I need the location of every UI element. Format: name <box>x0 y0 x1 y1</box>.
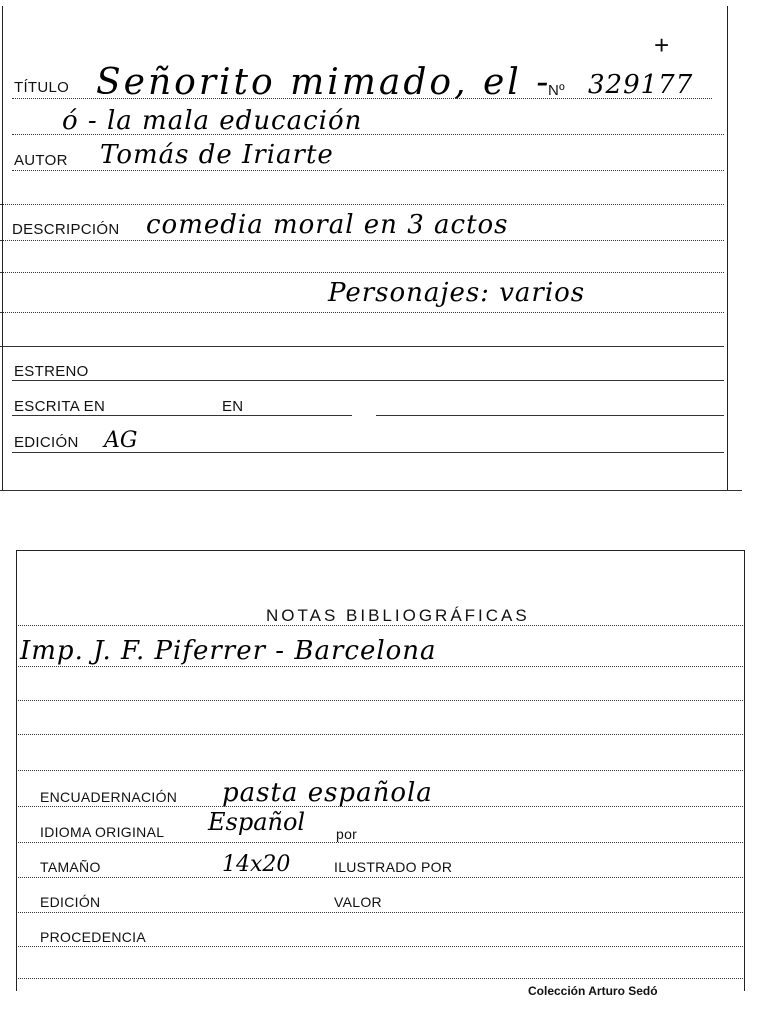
blank-rule-3 <box>0 346 724 347</box>
notas-rule-4 <box>18 770 743 771</box>
notas-rule-1 <box>18 666 743 667</box>
notas-rule-2 <box>18 700 743 701</box>
edicion-rule-top <box>12 452 724 453</box>
escrita-en-label: ESCRITA EN <box>14 398 106 415</box>
descripcion-label: DESCRIPCIÓN <box>12 221 120 238</box>
personajes-value: Personajes: varios <box>328 278 586 308</box>
procedencia-rule <box>18 946 743 947</box>
encuadernacion-value: pasta española <box>222 778 433 808</box>
notas-heading: NOTAS BIBLIOGRÁFICAS <box>266 606 530 625</box>
descripcion-value: comedia moral en 3 actos <box>146 210 509 240</box>
bottom-card-rule-last <box>18 978 743 979</box>
encuadernacion-rule <box>18 806 743 807</box>
numero-value: 329177 <box>588 70 694 100</box>
autor-label: AUTOR <box>14 152 68 169</box>
titulo-value: Señorito mimado, el - <box>96 62 552 103</box>
idioma-rule <box>18 842 743 843</box>
tamano-rule <box>18 877 743 878</box>
idioma-label: IDIOMA ORIGINAL <box>40 824 165 840</box>
escrita-rule-right <box>376 415 724 416</box>
numero-label: Nº <box>548 82 565 99</box>
titulo-label: TÍTULO <box>14 79 70 96</box>
subtitulo-rule <box>12 134 724 135</box>
card-top-bottom-edge <box>0 490 742 491</box>
encuadernacion-label: ENCUADERNACIÓN <box>40 789 178 805</box>
plus-mark: + <box>654 30 670 60</box>
procedencia-label: PROCEDENCIA <box>40 929 146 945</box>
edicion-label-top: EDICIÓN <box>14 434 79 451</box>
edicion-rule-bottom <box>18 912 743 913</box>
autor-rule <box>12 170 724 171</box>
subtitulo-value: ó - la mala educación <box>62 106 363 136</box>
notas-heading-rule <box>18 625 743 626</box>
idioma-value: Español <box>208 808 306 836</box>
notas-value: Imp. J. F. Piferrer - Barcelona <box>20 636 437 666</box>
tamano-value: 14x20 <box>222 852 291 877</box>
blank-rule-2 <box>0 272 724 273</box>
ilustrado-label: ILUSTRADO POR <box>334 859 453 875</box>
blank-rule-1 <box>0 204 724 205</box>
descripcion-rule <box>0 240 724 241</box>
edicion-value-top: AG <box>104 428 138 453</box>
titulo-rule <box>12 98 712 99</box>
valor-label: VALOR <box>334 894 382 910</box>
autor-value: Tomás de Iriarte <box>100 140 334 170</box>
tamano-label: TAMAÑO <box>40 859 101 875</box>
escrita-rule-left <box>12 415 352 416</box>
en-label: EN <box>222 398 244 415</box>
personajes-rule <box>0 312 724 313</box>
notas-rule-3 <box>18 734 743 735</box>
estreno-label: ESTRENO <box>14 363 89 380</box>
por-label: por <box>336 826 358 842</box>
collection-credit: Colección Arturo Sedó <box>528 984 658 998</box>
estreno-rule <box>12 380 724 381</box>
edicion-label-bottom: EDICIÓN <box>40 894 101 910</box>
